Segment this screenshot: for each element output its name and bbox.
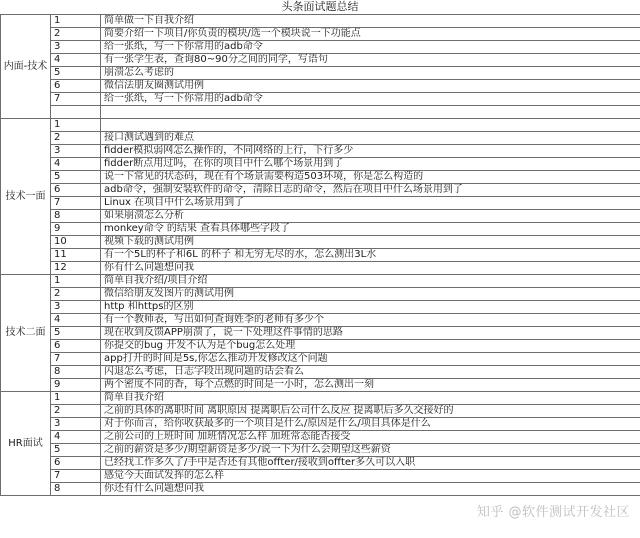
table-row: [1, 28, 640, 41]
question-text: 之前公司的上班时间 加班情况怎么样 加班常态能否接受: [101, 431, 640, 444]
question-number: 6: [51, 184, 101, 197]
question-text: 你还有什么问题想问我: [101, 483, 640, 496]
section-label: 内面-技术: [1, 15, 51, 119]
question-text: 你提交的bug 开发不认为是个bug怎么处理: [101, 340, 640, 353]
table-row: [1, 236, 640, 249]
sheet-title: 头条面试题总结: [281, 0, 359, 13]
question-number: 3: [51, 418, 101, 431]
table-row: [1, 327, 640, 340]
table-row: [1, 262, 640, 275]
table-row: [1, 93, 640, 106]
question-text: 感觉今天面试发挥的怎么样: [101, 470, 640, 483]
table-row: [1, 314, 640, 327]
question-number: 1: [51, 15, 101, 28]
table-row: [1, 418, 640, 431]
question-text: 已经找工作多久了/手中是否还有其他offter/接收到offter多久可以入职: [101, 457, 640, 470]
table-row: [1, 197, 640, 210]
section-label: HR面试: [1, 392, 51, 496]
question-text: adb命令，强制安装软件的命令，清除日志的命令，然后在项目中什么场景用到了: [101, 184, 640, 197]
question-text: fidder模拟弱网怎么操作的，不同网络的上行，下行多少: [101, 145, 640, 158]
question-text: http 和https的区别: [101, 301, 640, 314]
question-text: 微信给朋友发图片的测试用例: [101, 288, 640, 301]
question-text: 对于你而言，给你收获最多的一个项目是什么/原因是什么/项目具体是什么: [101, 418, 640, 431]
question-text: 视频下载的测试用例: [101, 236, 640, 249]
table-row: [1, 15, 640, 28]
table-row: [1, 54, 640, 67]
question-number: 12: [51, 262, 101, 275]
table-row: [1, 288, 640, 301]
section-label: 技术二面: [1, 275, 51, 392]
table-row: [1, 275, 640, 288]
table-row: [1, 483, 640, 496]
table-row: [1, 301, 640, 314]
question-number: 3: [51, 145, 101, 158]
question-text: 给一张纸，写一下你常用的adb命令: [101, 93, 640, 106]
table-row: [1, 41, 640, 54]
question-number: 3: [51, 41, 101, 54]
question-number: 4: [51, 54, 101, 67]
empty-cell: [51, 106, 101, 119]
question-number: 9: [51, 379, 101, 392]
question-text: 简要介绍一下项目/你负责的模块/选一个模块说一下功能点: [101, 28, 640, 41]
table-row: [1, 67, 640, 80]
spacer-row: [1, 106, 640, 119]
question-text: 有一个教师表，写出如何查询姓李的老师有多少个: [101, 314, 640, 327]
table-row: [1, 171, 640, 184]
question-number: 1: [51, 119, 101, 132]
question-number: 2: [51, 132, 101, 145]
table-row: [1, 470, 640, 483]
question-number: 10: [51, 236, 101, 249]
question-text: app打开的时间是5s,你怎么推动开发修改这个问题: [101, 353, 640, 366]
question-text: fidder断点用过吗，在你的项目中什么哪个场景用到了: [101, 158, 640, 171]
question-number: 1: [51, 275, 101, 288]
question-text: 之前的薪资是多少/期望薪资是多少/说一下为什么会期望这些薪资: [101, 444, 640, 457]
question-text: 简单做一下自我介绍: [101, 15, 640, 28]
question-number: 7: [51, 353, 101, 366]
question-text: [101, 119, 640, 132]
question-text: 有一个5L的杯子和6L 的杯子 和无穷无尽的水，怎么测出3L水: [101, 249, 640, 262]
table-row: [1, 340, 640, 353]
table-row: [1, 444, 640, 457]
table-row: [1, 366, 640, 379]
question-number: 1: [51, 392, 101, 405]
question-text: 有一张学生表，查询80~90分之间的同学，写语句: [101, 54, 640, 67]
question-text: 简单自我介绍/项目介绍: [101, 275, 640, 288]
question-text: 两个密度不同的香，每个点燃的时间是一小时，怎么测出一刻: [101, 379, 640, 392]
table-row: [1, 431, 640, 444]
question-text: 简单自我介绍: [101, 392, 640, 405]
table-row: [1, 184, 640, 197]
question-text: 如果崩溃怎么分析: [101, 210, 640, 223]
question-number: 4: [51, 158, 101, 171]
question-number: 5: [51, 444, 101, 457]
question-number: 8: [51, 210, 101, 223]
question-number: 2: [51, 288, 101, 301]
table-row: [1, 392, 640, 405]
question-number: 4: [51, 314, 101, 327]
question-text: Linux 在项目中什么场景用到了: [101, 197, 640, 210]
question-number: 11: [51, 249, 101, 262]
question-text: 接口测试遇到的难点: [101, 132, 640, 145]
question-number: 6: [51, 80, 101, 93]
question-number: 8: [51, 483, 101, 496]
question-number: 5: [51, 67, 101, 80]
question-number: 7: [51, 93, 101, 106]
question-number: 2: [51, 28, 101, 41]
table-row: [1, 210, 640, 223]
question-number: 3: [51, 301, 101, 314]
table-row: [1, 158, 640, 171]
question-number: 5: [51, 327, 101, 340]
table-row: [1, 405, 640, 418]
question-text: 微信法朋友圈测试用例: [101, 80, 640, 93]
question-text: 给一张纸，写一下你常用的adb命令: [101, 41, 640, 54]
question-number: 4: [51, 431, 101, 444]
table-row: [1, 119, 640, 132]
table-row: [1, 249, 640, 262]
question-text: monkey命令 的结果 查看具体哪些字段了: [101, 223, 640, 236]
question-number: 9: [51, 223, 101, 236]
section-label: 技术一面: [1, 119, 51, 275]
question-text: 你有什么问题想问我: [101, 262, 640, 275]
question-number: 5: [51, 171, 101, 184]
table-row: [1, 379, 640, 392]
table-row: [1, 457, 640, 470]
question-number: 8: [51, 366, 101, 379]
question-text: 之前的具体的离职时间 离职原因 提离职后公司什么反应 提离职后多久交接好的: [101, 405, 640, 418]
table-row: [1, 132, 640, 145]
question-number: 7: [51, 470, 101, 483]
question-text: 现在收到反馈APP崩溃了，说一下处理这件事情的思路: [101, 327, 640, 340]
interview-questions-table: [0, 14, 640, 496]
table-row: [1, 353, 640, 366]
table-row: [1, 80, 640, 93]
table-row: [1, 145, 640, 158]
question-number: 6: [51, 340, 101, 353]
empty-cell: [101, 106, 640, 119]
watermark: 知乎 @软件测试开发社区: [476, 505, 630, 520]
question-number: 2: [51, 405, 101, 418]
question-number: 6: [51, 457, 101, 470]
question-text: 说一下常见的状态码，现在有个场景需要构造503环境，你是怎么构造的: [101, 171, 640, 184]
question-number: 7: [51, 197, 101, 210]
question-text: 崩溃怎么考虑的: [101, 67, 640, 80]
table-body: [1, 15, 640, 496]
question-text: 闪退怎么考虑，日志字段出现问题的话会看么: [101, 366, 640, 379]
table-row: [1, 223, 640, 236]
